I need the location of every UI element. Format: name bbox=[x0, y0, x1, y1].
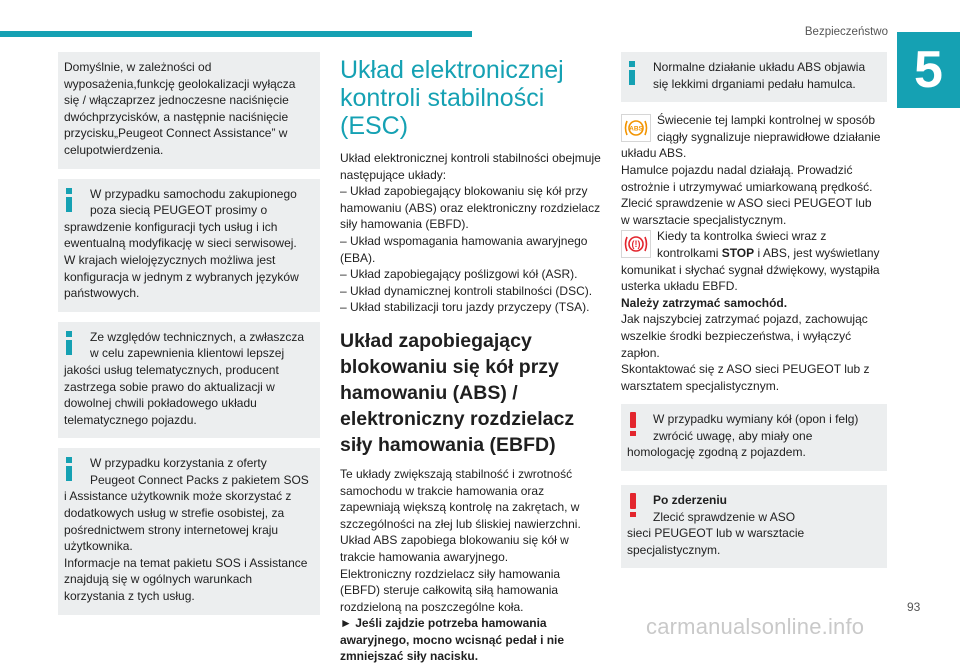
page-number: 93 bbox=[907, 600, 921, 614]
geolocation-note bbox=[58, 52, 320, 169]
abs-warning-lamp-row: ABS Świecenie tej lampki kontrolnej w sposób ciągły sygnalizuje nieprawidłowe działanie układu ABS. Hamulce pojazdu nadal działają. Prowadzić ostrożnie i utrzymywać umiarkowaną prędkość. Zlecić sprawdzenie w ASO sieci PEUGEOT lub w warsztacie specjalistycznym. bbox=[621, 113, 881, 227]
svg-text:ABS: ABS bbox=[629, 125, 643, 133]
right-column bbox=[621, 52, 887, 578]
left-column bbox=[58, 52, 320, 625]
info-icon bbox=[66, 457, 72, 481]
brake-warning-lamp-icon bbox=[621, 230, 651, 258]
brake-warning-lamp-row: (!) Kiedy ta kontrolka świeci wraz z kontrolkami STOP i ABS, jest wyświetlany komunikat i słychać sygnał dźwiękowy, wystąpiła usterka układu EBFD. Należy zatrzymać samochód. Jak najszybciej zatrzymać pojazd, zachowując wszelkie środki bezpieczeństwa, i wyłączyć zapłon. Skontaktować się z ASO sieci PEUGEOT lub z warsztatem specjalistycznym. bbox=[621, 228, 887, 394]
esc-heading: Układ elektronicznej kontroli stabilności (ESC) bbox=[340, 56, 564, 140]
info-icon bbox=[629, 61, 635, 85]
info-icon bbox=[66, 331, 72, 355]
warning-note-after-collision: Po zderzeniu Zlecić sprawdzenie w ASO sieci PEUGEOT lub w warsztacie specjalistycznym. bbox=[621, 485, 887, 568]
esc-intro: Układ elektronicznej kontroli stabilności obejmuje następujące układy: – Układ zapobiegający blokowaniu się kół przy hamowaniu (ABS) oraz elektroniczny rozdzielacz siły hamowania (EBFD). – Układ wspomagania hamowania awaryjnego (EBA). – Układ zapobiegający poślizgowi kół (ASR). – Układ dynamicznej kontroli stabilności (DSC). – Układ stabilizacji toru jazdy przyczepy (TSA). bbox=[340, 151, 601, 315]
info-icon bbox=[66, 188, 72, 212]
geolocation-text: Domyślnie, w zależności od wyposażenia,funkcję geolokalizacji wyłącza się / włączaprzez jednoczesne naciśnięcie dwóchprzycisków, a następnie naciśnięcie przycisku„Peugeot Connect Assistance” w celupotwierdzenia. bbox=[64, 60, 296, 157]
info-note-configuration: W przypadku samochodu zakupionego poza siecią PEUGEOT prosimy o sprawdzenie konfiguracji tych usług i ich ewentualną modyfikację w sieci serwisowej. W krajach wielojęzycznych możliwa jest konfiguracja w jednym z wybranych języków państwowych. bbox=[58, 179, 320, 312]
warning-icon bbox=[629, 493, 637, 517]
info-note-connect-packs: W przypadku korzystania z oferty Peugeot Connect Packs z pakietem SOS i Assistance użytkownik może skorzystać z dodatkowych usług w strefie osobistej, za pośrednictwem strony internetowej kraju użytkownika. Informacje na temat pakietu SOS i Assistance znajdują się w ogólnych warunkach korzystania z tych usług. bbox=[58, 448, 320, 614]
abs-ebfd-body: Te układy zwiększają stabilność i zwrotność samochodu w trakcie hamowania oraz zapewniają większą kontrolę na zakrętach, w szczególności na złej lub śliskiej nawierzchni. Układ ABS zapobiega blokowaniu się kół w trakcie hamowania awaryjnego. Elektroniczny rozdzielacz siły hamowania (EBFD) steruje całkowitą siłą hamowania rozdzieloną na poszczególne koła. ► Jeśli zajdzie potrzeba hamowania awaryjnego, mocno wcisnąć pedał i nie zmniejszać siły nacisku. bbox=[340, 466, 606, 665]
info-note-abs-vibration: Normalne działanie układu ABS objawia się lekkimi drganiami pedału hamulca. bbox=[621, 52, 887, 102]
section-title: Bezpieczeństwo bbox=[804, 26, 888, 38]
info-note-telematics-update: Ze względów technicznych, a zwłaszcza w celu zapewnienia klientowi lepszej jakości usług telematycznych, producent zastrzega sobie prawo do aktualizacji w dowolnej chwili pokładowego układu telematycznego pojazdu. bbox=[58, 322, 320, 439]
stop-vehicle-instruction: Należy zatrzymać samochód. bbox=[621, 295, 788, 310]
emergency-braking-instruction: ► Jeśli zajdzie potrzeba hamowania bbox=[340, 616, 547, 631]
middle-column bbox=[340, 56, 606, 665]
chapter-number-tab: 5 bbox=[897, 32, 960, 108]
abs-warning-lamp-icon bbox=[621, 114, 651, 142]
header-accent-bar bbox=[0, 31, 472, 37]
warning-icon bbox=[629, 412, 637, 436]
warning-note-wheel-replacement: W przypadku wymiany kół (opon i felg) zwrócić uwagę, aby miały one homologację zgodną z pojazdem. bbox=[621, 404, 887, 471]
svg-text:(!): (!) bbox=[631, 239, 641, 250]
watermark: carmanualsonline.info bbox=[646, 614, 865, 639]
abs-ebfd-heading: Układ zapobiegający blokowaniu się kół przy hamowaniu (ABS) / elektroniczny rozdzielacz siły hamowania (EBFD) bbox=[340, 329, 575, 456]
